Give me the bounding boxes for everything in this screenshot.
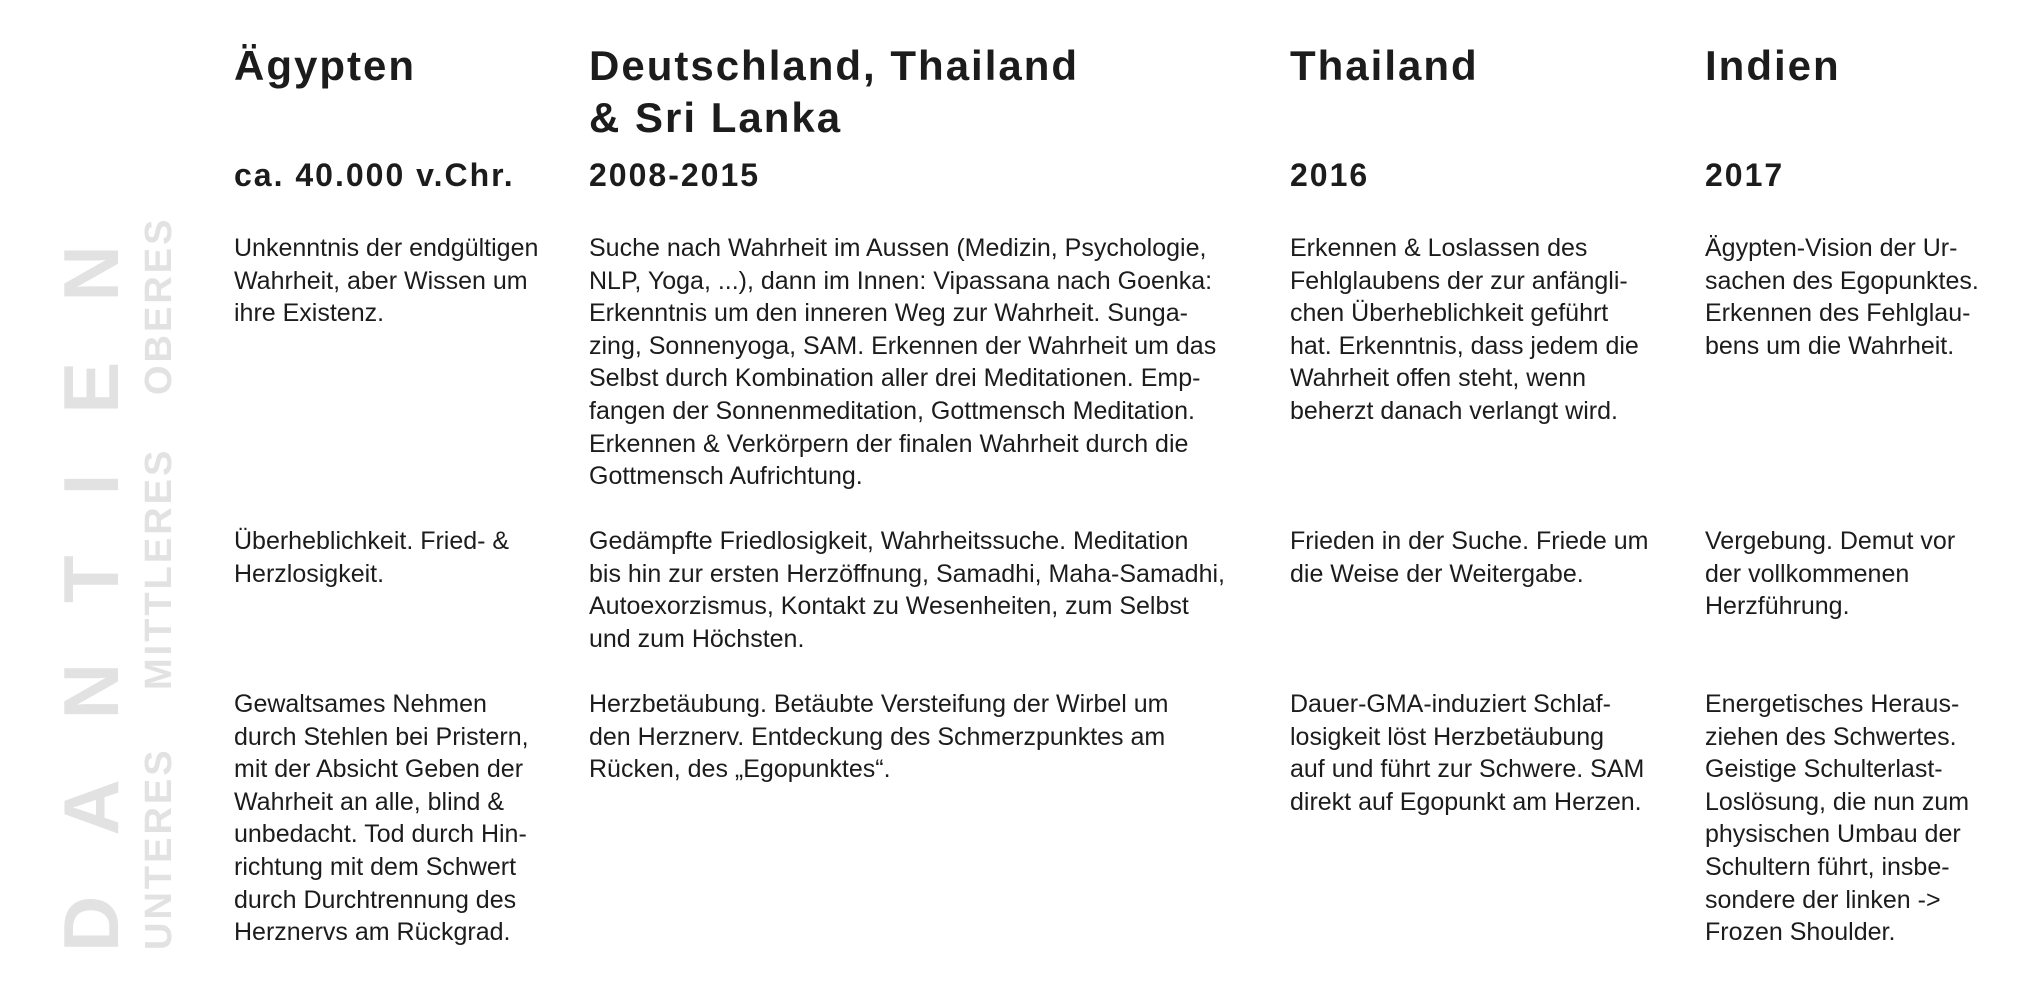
cell-lower: Energetisches Heraus- ziehen des Schwertes. Geistige Schulterlast- Loslösung, die nun zum physischen Umbau der Schultern führt, insbe- sondere der linken -> Frozen Shoulder. xyxy=(1705,690,1970,947)
column-heading: Thailand xyxy=(1290,42,1479,89)
cell-lower: Gewaltsames Nehmen durch Stehlen bei Pristern, mit der Absicht Geben der Wahrheit an alle, blind & unbedacht. Tod durch Hin- richtung mit dem Schwert durch Durchtrennung des Herznervs am Rückgrad. xyxy=(234,690,529,947)
cell-upper: Erkennen & Loslassen des Fehlglaubens der zur anfängli- chen Überheblichkeit geführt hat. Erkenntnis, dass jedem die Wahrheit offen steht, wenn beherzt danach verlangt wird. xyxy=(1290,234,1639,425)
column-heading: Indien xyxy=(1705,42,1841,89)
cell-upper: Unkenntnis der endgültigen Wahrheit, aber Wissen um ihre Existenz. xyxy=(234,234,539,328)
cell-lower: Herzbetäubung. Betäubte Versteifung der Wirbel um den Herznerv. Entdeckung des Schmerzpunktes am Rücken, des „Egopunktes“. xyxy=(589,690,1169,784)
row-label-lower: UNTERES xyxy=(138,747,180,950)
cell-middle: Frieden in der Suche. Friede um die Weise der Weitergabe. xyxy=(1290,527,1649,588)
cell-middle: Gedämpfte Friedlosigkeit, Wahrheitssuche. Meditation bis hin zur ersten Herzöffnung, Samadhi, Maha-Samadhi, Autoexorzismus, Kontakt zu Wesenheiten, zum Selbst und zum Höchsten. xyxy=(589,527,1225,653)
cell-upper: Ägypten-Vision der Ur- sachen des Egopunktes. Erkennen des Fehlglau- bens um die Wahrheit. xyxy=(1705,234,1979,360)
row-label-middle: MITTLERES xyxy=(138,447,180,690)
cell-lower: Dauer-GMA-induziert Schlaf- losigkeit löst Herzbetäubung auf und führt zur Schwere. SAM direkt auf Egopunkt am Herzen. xyxy=(1290,690,1645,816)
cell-middle: Vergebung. Demut vor der vollkommenen Herzführung. xyxy=(1705,527,1956,621)
cell-middle: Überheblichkeit. Fried- & Herzlosigkeit. xyxy=(234,527,510,588)
row-label-upper: OBERES xyxy=(138,216,180,395)
column-period: ca. 40.000 v.Chr. xyxy=(234,157,515,193)
cell-upper: Suche nach Wahrheit im Aussen (Medizin, Psychologie, NLP, Yoga, ...), dann im Innen: Vipassana nach Goenka: Erkenntnis um den inneren Weg zur Wahrheit. Sunga- zing, Sonnenyoga, SAM. Erkennen der Wahrheit um das Selbst durch Kombination aller drei Meditationen. Emp- fangen der Sonnenmeditation, Gottmensch Meditation. Erkennen & Verkörpern der finalen Wahrheit durch die Gottmensch Aufrichtung. xyxy=(589,234,1217,491)
column-period: 2016 xyxy=(1290,157,1370,193)
column-period: 2008-2015 xyxy=(589,157,761,193)
column-heading: Ägypten xyxy=(234,42,416,89)
dantien-side-title: DANTIEN xyxy=(47,185,135,952)
column-heading: Deutschland, Thailand & Sri Lanka xyxy=(589,42,1080,141)
column-period: 2017 xyxy=(1705,157,1785,193)
